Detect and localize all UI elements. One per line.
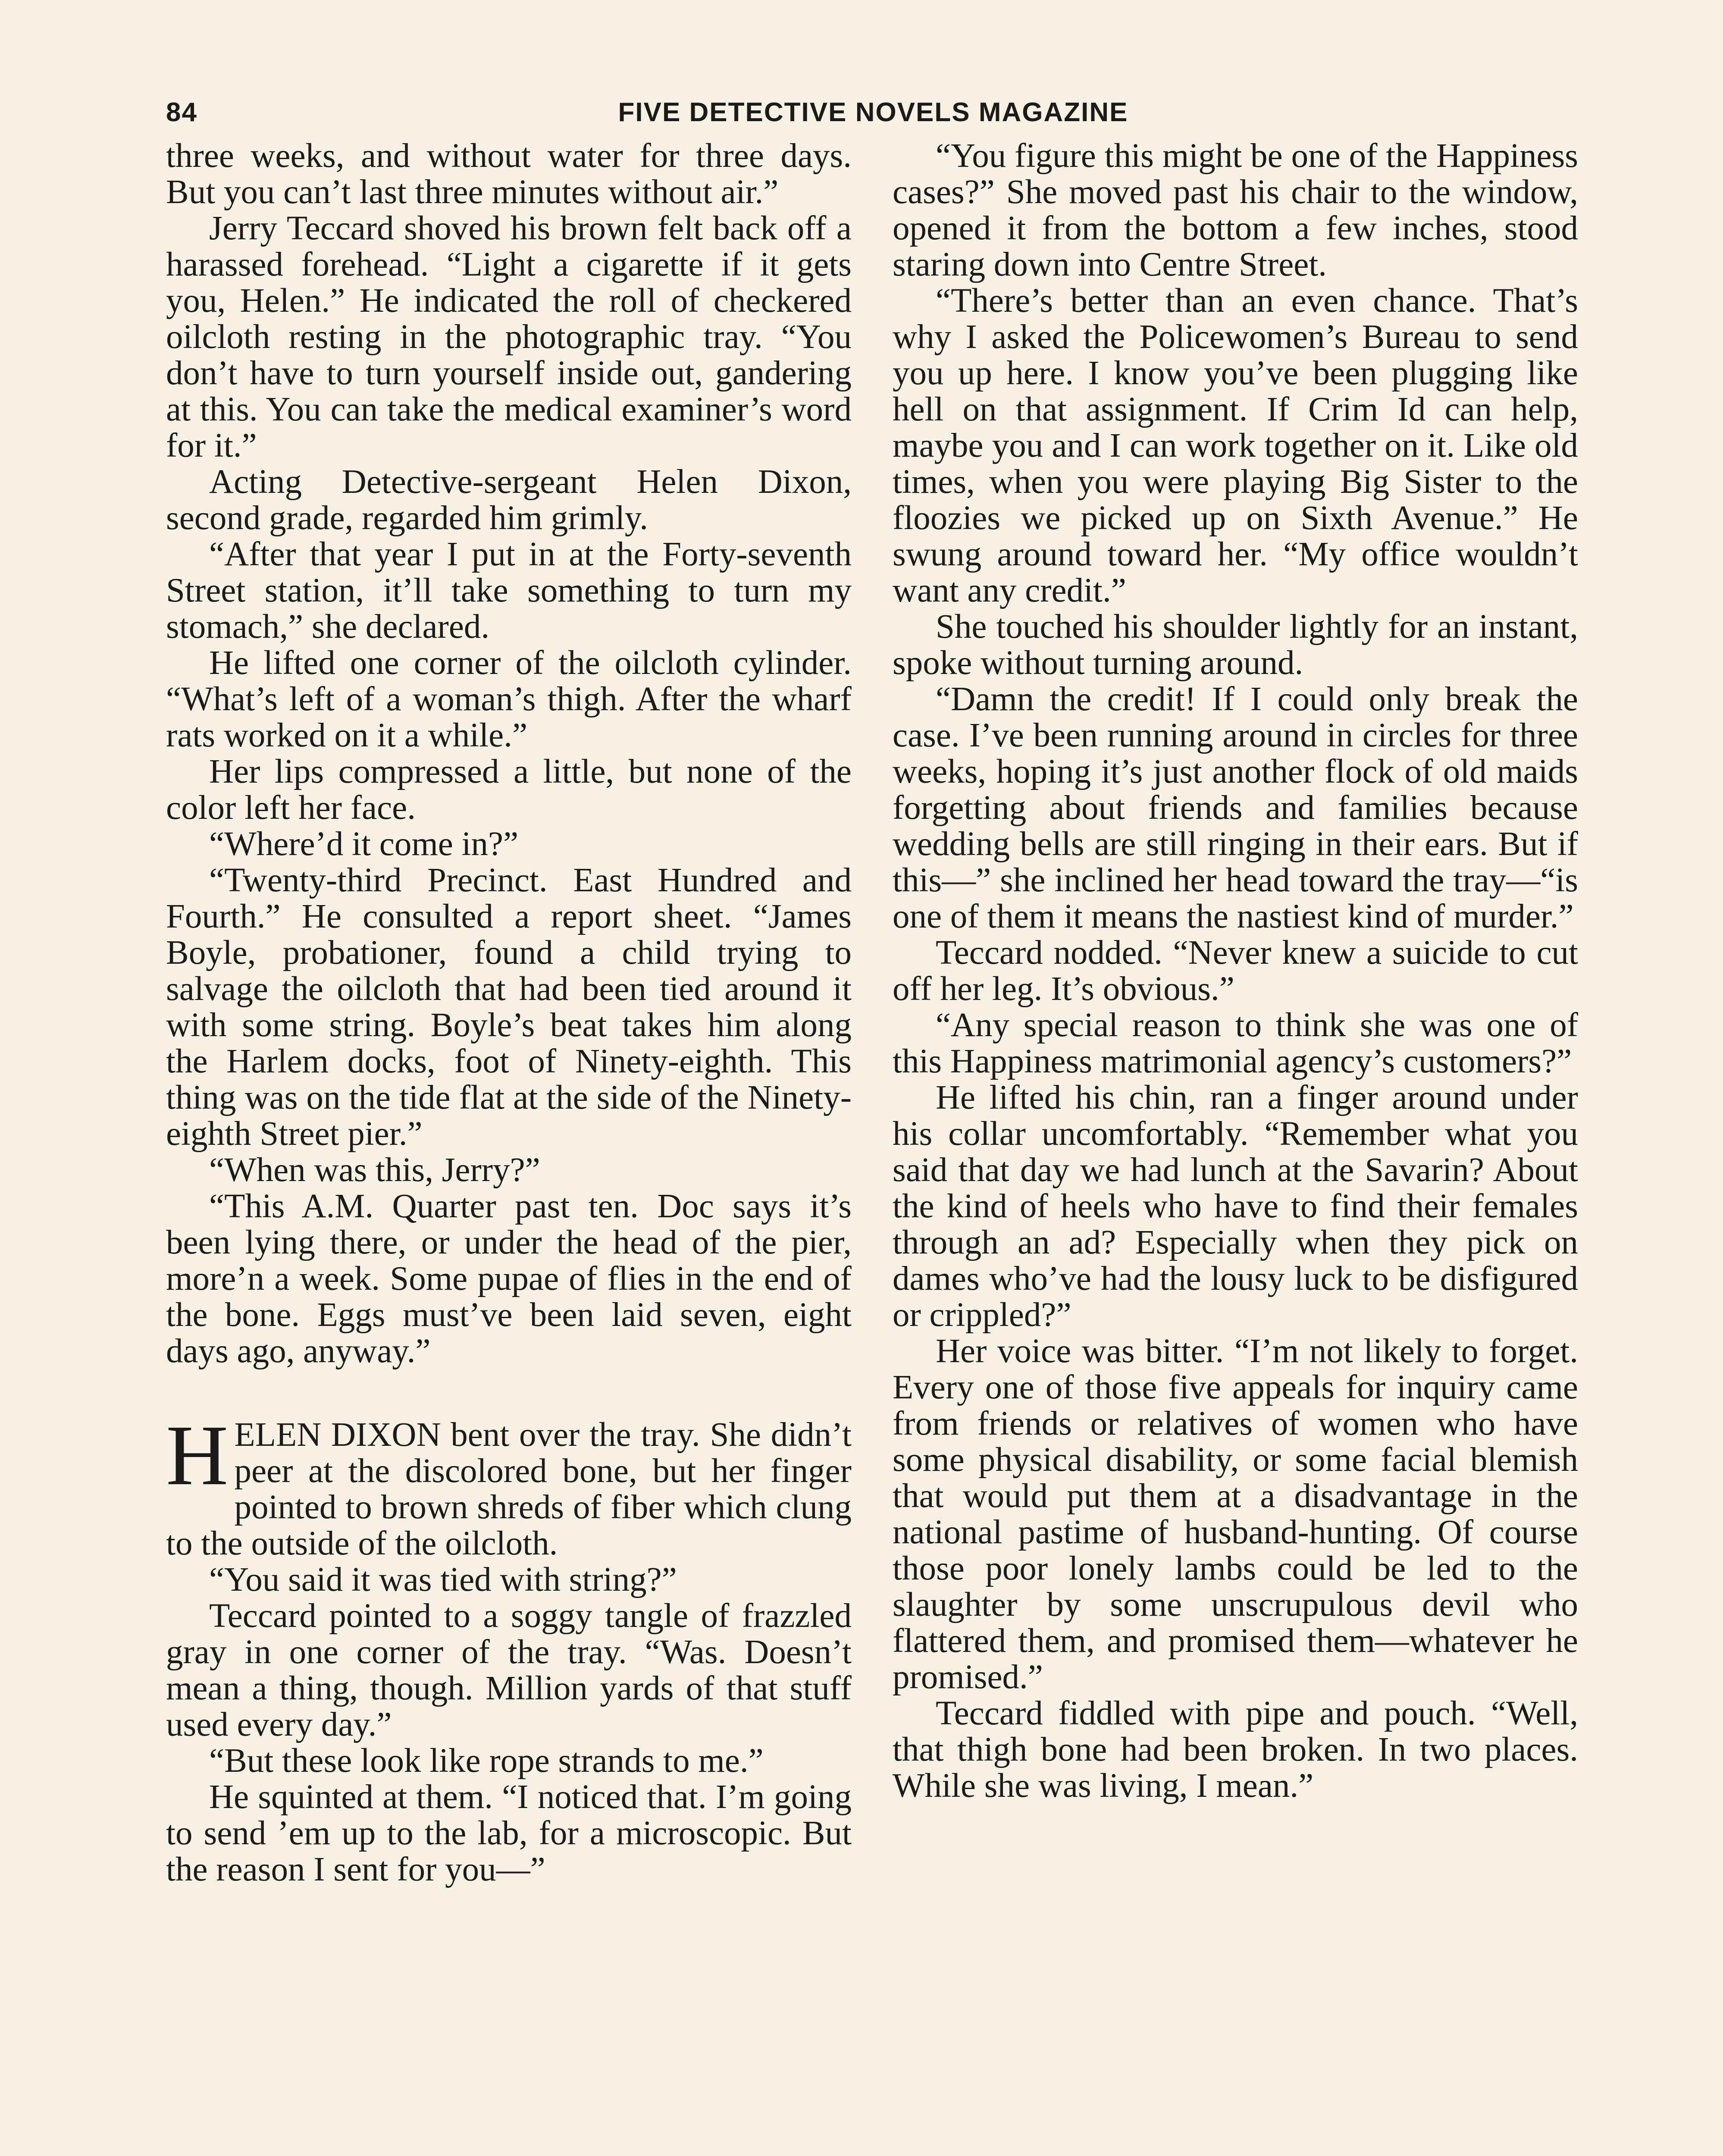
paragraph bbox=[166, 1562, 852, 1598]
paragraph-text: She touched his shoulder lightly for an instant, spoke without turning around. bbox=[893, 608, 1578, 682]
paragraph-text: three weeks, and without water for three days. But you can’t last three minutes without air.” bbox=[166, 138, 852, 211]
paragraph bbox=[893, 1333, 1578, 1695]
paragraph bbox=[166, 826, 852, 862]
paragraph-text: “But these look like rope strands to me.” bbox=[209, 1742, 764, 1780]
paragraph-text: Teccard nodded. “Never knew a suicide to cut off her leg. It’s obvious.” bbox=[893, 934, 1578, 1008]
paragraph-text: “This A.M. Quarter past ten. Doc says it’s been lying there, or under the head of the pier, more’n a week. Some pupae of flies in the end of the bone. Eggs must’ve been laid seven, eight days ago, anyway.” bbox=[166, 1188, 852, 1370]
paragraph bbox=[166, 1779, 852, 1888]
paragraph-text: Her voice was bitter. “I’m not likely to forget. Every one of those five appeals for inquiry came from friends or relatives of women who have some physical disability, or some facial blemish that would put them at a disadvantage in the national pastime of husband-hunting. Of course those poor lonely lambs could be led to the slaughter by some unscrupulous devil who flattered them, and promised them—whatever he promised.” bbox=[893, 1332, 1578, 1696]
paragraph-text: Acting Detective-sergeant Helen Dixon, second grade, regarded him grimly. bbox=[166, 463, 852, 537]
paragraph-text: “After that year I put in at the Forty-seventh Street station, it’ll take something to turn my stomach,” she declared. bbox=[166, 536, 852, 646]
paragraph-text: “You figure this might be one of the Happiness cases?” She moved past his chair to the window, opened it from the bottom a few inches, stood staring down into Centre Street. bbox=[893, 138, 1578, 283]
right-text-column bbox=[893, 138, 1578, 2156]
paragraph bbox=[893, 681, 1578, 935]
magazine-title: FIVE DETECTIVE NOVELS MAGAZINE bbox=[618, 97, 1128, 127]
paragraph-text: Teccard fiddled with pipe and pouch. “Well, that thigh bone had been broken. In two places. While she was living, I mean.” bbox=[893, 1695, 1578, 1805]
paragraph-text: “Damn the credit! If I could only break the case. I’ve been running around in circles for three weeks, hoping it’s just another flock of old maids forgetting about friends and families because wedding bells are still ringing in their ears. But if this—” she inclined her head toward the tray—“is one of them it means the nastiest kind of murder.” bbox=[893, 680, 1578, 935]
paragraph bbox=[166, 536, 852, 645]
paragraph bbox=[166, 754, 852, 826]
paragraph bbox=[166, 1152, 852, 1188]
paragraph-text: He squinted at them. “I noticed that. I’m going to send ’em up to the lab, for a microscopic. But the reason I sent for you—” bbox=[166, 1778, 852, 1888]
paragraph bbox=[893, 609, 1578, 681]
paragraph-text: Her lips compressed a little, but none of the color left her face. bbox=[166, 753, 852, 827]
paragraph-text: “When was this, Jerry?” bbox=[209, 1151, 540, 1189]
paragraph bbox=[166, 464, 852, 536]
paragraph bbox=[166, 645, 852, 754]
paragraph bbox=[893, 1080, 1578, 1333]
paragraph bbox=[166, 1598, 852, 1743]
paragraph-text: He lifted his chin, ran a finger around under his collar uncomfortably. “Remember what you said that day we had lunch at the Savarin? About the kind of heels who have to find their females through an ad? Especially when they pick on dames who’ve had the lousy luck to be disfigured or crippled?” bbox=[893, 1079, 1578, 1334]
running-header bbox=[166, 97, 1580, 136]
paragraph-text: “You said it was tied with string?” bbox=[209, 1561, 677, 1598]
paragraph-text: He lifted one corner of the oilcloth cylinder. “What’s left of a woman’s thigh. After the wharf rats worked on it a while.” bbox=[166, 644, 852, 754]
paragraph bbox=[893, 1007, 1578, 1080]
page-number: 84 bbox=[166, 97, 197, 127]
paragraph bbox=[893, 1695, 1578, 1804]
paragraph-text: “Where’d it come in?” bbox=[209, 825, 519, 863]
paragraph-text: “There’s better than an even chance. That’s why I asked the Policewomen’s Bureau to send you up here. I know you’ve been plugging like hell on that assignment. If Crim Id can help, maybe you and I can work together on it. Like old times, when you were playing Big Sister to the floozies we picked up on Sixth Avenue.” He swung around toward her. “My office wouldn’t want any credit.” bbox=[893, 282, 1578, 609]
paragraph bbox=[166, 138, 852, 210]
paragraph-text: “Any special reason to think she was one of this Happiness matrimonial agency’s customers?” bbox=[893, 1006, 1578, 1080]
paragraph bbox=[166, 210, 852, 464]
paragraph-text: “Twenty-third Precinct. East Hundred and Fourth.” He consulted a report sheet. “James Boyle, probationer, found a child trying to salvage the oilcloth that had been tied around it with some string. Boyle’s beat takes him along the Harlem docks, foot of Ninety-eighth. This thing was on the tide flat at the side of the Ninety-eighth Street pier.” bbox=[166, 862, 852, 1153]
paragraph bbox=[166, 1408, 852, 1562]
paragraph bbox=[893, 283, 1578, 609]
paragraph-text: Teccard pointed to a soggy tangle of frazzled gray in one corner of the tray. “Was. Doesn’t mean a thing, though. Million yards of that stuff used every day.” bbox=[166, 1597, 852, 1743]
paragraph bbox=[893, 138, 1578, 283]
paragraph bbox=[166, 1743, 852, 1779]
paragraph-text: ELEN DIXON bent over the tray. She didn’t peer at the discolored bone, but her finger pointed to brown shreds of fiber which clung to the outside of the oilcloth. bbox=[166, 1416, 852, 1562]
paragraph-text: Jerry Teccard shoved his brown felt back off a harassed forehead. “Light a cigarette if it gets you, Helen.” He indicated the roll of checkered oilcloth resting in the photographic tray. “You don’t have to turn yourself inside out, gandering at this. You can take the medical examiner’s word for it.” bbox=[166, 210, 852, 464]
paragraph bbox=[166, 862, 852, 1152]
paragraph bbox=[166, 1188, 852, 1369]
paragraph bbox=[893, 935, 1578, 1007]
drop-cap: H bbox=[166, 1408, 229, 1503]
left-text-column bbox=[166, 138, 852, 2156]
